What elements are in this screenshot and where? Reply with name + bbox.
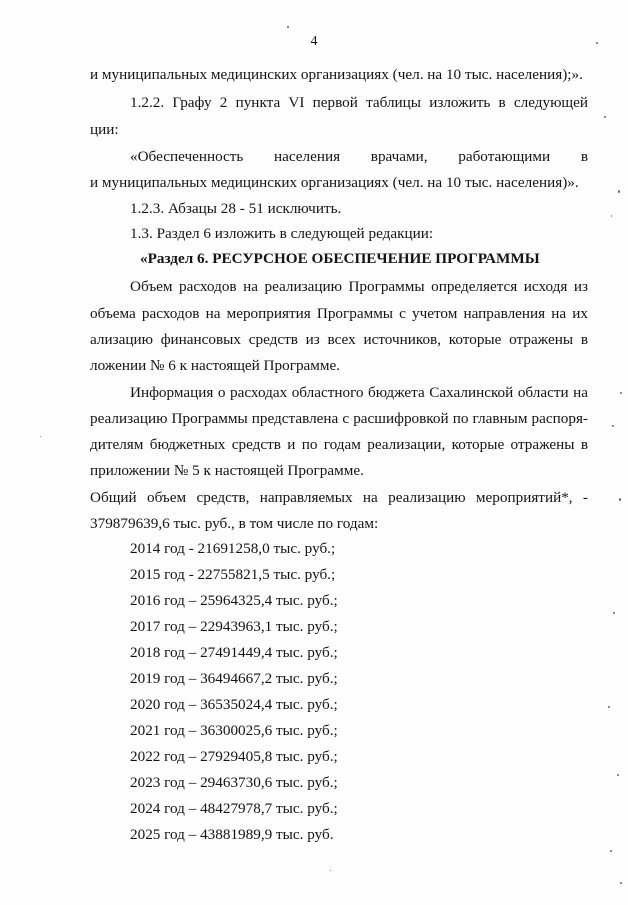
paragraph-line: реализацию Программы представлена с расшифровкой по главным распоря- bbox=[90, 410, 588, 427]
year-budget-item: 2024 год – 48427978,7 тыс. руб.; bbox=[130, 800, 338, 817]
year-budget-item: 2016 год – 25964325,4 тыс. руб.; bbox=[130, 592, 338, 609]
year-budget-item: 2020 год – 36535024,4 тыс. руб.; bbox=[130, 696, 338, 713]
scan-speck bbox=[604, 116, 606, 118]
paragraph-line: 1.3. Раздел 6 изложить в следующей редакции: bbox=[130, 225, 434, 242]
paragraph-line: 1.2.2. Графу 2 пункта VI первой таблицы изложить в следующей bbox=[130, 94, 588, 111]
scan-speck bbox=[596, 42, 598, 44]
paragraph-line: и муниципальных медицинских организациях (чел. на 10 тыс. населения);». bbox=[90, 66, 583, 83]
paragraph-line: дителям бюджетных средств и по годам реализации, которые отражены в bbox=[90, 436, 588, 453]
scan-speck bbox=[612, 425, 614, 427]
year-budget-item: 2019 год – 36494667,2 тыс. руб.; bbox=[130, 670, 338, 687]
scan-speck bbox=[613, 612, 615, 614]
year-budget-item: 2022 год – 27929405,8 тыс. руб.; bbox=[130, 748, 338, 765]
year-budget-item: 2017 год – 22943963,1 тыс. руб.; bbox=[130, 618, 338, 635]
paragraph-line: «Обеспеченность населения врачами, работающими в bbox=[130, 148, 588, 165]
year-budget-item: 2015 год - 22755821,5 тыс. руб.; bbox=[130, 566, 336, 583]
section-heading: «Раздел 6. РЕСУРСНОЕ ОБЕСПЕЧЕНИЕ ПРОГРАММЫ bbox=[140, 250, 540, 267]
year-budget-item: 2023 год – 29463730,6 тыс. руб.; bbox=[130, 774, 338, 791]
page-number: 4 bbox=[310, 34, 318, 49]
scan-speck bbox=[287, 26, 289, 28]
scan-speck bbox=[617, 774, 619, 776]
paragraph-line: Объем расходов на реализацию Программы определяется исходя из bbox=[130, 278, 588, 295]
year-budget-item: 2025 год – 43881989,9 тыс. руб. bbox=[130, 826, 334, 843]
scan-speck bbox=[610, 850, 612, 852]
scan-speck bbox=[618, 190, 620, 193]
scan-speck bbox=[330, 870, 331, 871]
scan-speck bbox=[608, 706, 610, 708]
paragraph-line: 379879639,6 тыс. руб., в том числе по годам: bbox=[90, 515, 379, 532]
scan-speck bbox=[619, 498, 621, 501]
paragraph-line: ализацию финансовых средств из всех источников, которые отражены в bbox=[90, 331, 588, 348]
scan-speck bbox=[620, 392, 622, 394]
year-budget-item: 2021 год – 36300025,6 тыс. руб.; bbox=[130, 722, 338, 739]
paragraph-line: и муниципальных медицинских организациях (чел. на 10 тыс. населения)». bbox=[90, 174, 579, 191]
year-budget-item: 2014 год - 21691258,0 тыс. руб.; bbox=[130, 540, 336, 557]
scan-speck bbox=[620, 882, 622, 884]
paragraph-line: ции: bbox=[90, 121, 119, 138]
paragraph-line: Общий объем средств, направляемых на реализацию мероприятий*, - bbox=[90, 489, 588, 506]
scan-speck bbox=[40, 436, 41, 437]
paragraph-line: приложении № 5 к настоящей Программе. bbox=[90, 462, 364, 479]
year-budget-item: 2018 год – 27491449,4 тыс. руб.; bbox=[130, 644, 338, 661]
paragraph-line: Информация о расходах областного бюджета Сахалинской области на bbox=[130, 384, 588, 401]
paragraph-line: объема расходов на мероприятия Программы с учетом направления на их bbox=[90, 305, 588, 322]
paragraph-line: 1.2.3. Абзацы 28 - 51 исключить. bbox=[130, 200, 342, 217]
paragraph-line: ложении № 6 к настоящей Программе. bbox=[90, 357, 341, 374]
scan-speck bbox=[611, 215, 612, 217]
